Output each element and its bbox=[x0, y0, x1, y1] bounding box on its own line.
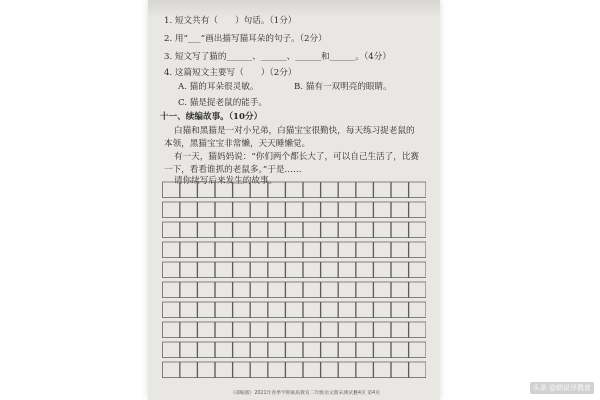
grid-cell bbox=[268, 242, 285, 258]
grid-row bbox=[163, 202, 426, 218]
grid-cell bbox=[391, 282, 408, 298]
grid-cell bbox=[356, 222, 373, 238]
grid-cell bbox=[303, 262, 320, 278]
grid-cell bbox=[268, 182, 285, 198]
grid-cell bbox=[356, 362, 373, 378]
grid-cell bbox=[339, 282, 356, 298]
grid-cell bbox=[321, 282, 338, 298]
grid-cell bbox=[233, 322, 250, 338]
grid-cell bbox=[198, 242, 215, 258]
grid-cell bbox=[321, 342, 338, 358]
grid-cell bbox=[321, 222, 338, 238]
option-b: B. 猫有一双明亮的眼睛。 bbox=[294, 82, 392, 92]
grid-cell bbox=[215, 282, 232, 298]
grid-cell bbox=[356, 322, 373, 338]
grid-cell bbox=[268, 302, 285, 318]
grid-cell bbox=[391, 262, 408, 278]
option-a: A. 猫的耳朵很灵敏。 bbox=[178, 82, 259, 92]
grid-cell bbox=[198, 362, 215, 378]
grid-cell bbox=[356, 302, 373, 318]
grid-cell bbox=[198, 342, 215, 358]
grid-cell bbox=[163, 182, 180, 198]
grid-cell bbox=[286, 182, 303, 198]
grid-cell bbox=[321, 262, 338, 278]
grid-cell bbox=[374, 322, 391, 338]
grid-cell bbox=[356, 242, 373, 258]
grid-cell bbox=[180, 282, 197, 298]
question-3: 3. 短文写了猫的______、______、______和______。（4分） bbox=[164, 52, 391, 62]
grid-cell bbox=[215, 262, 232, 278]
question-1: 1. 短文共有（ ）句话。（1分） bbox=[164, 16, 297, 26]
grid-cell bbox=[391, 322, 408, 338]
story-paragraph-2a: 有一天，猫妈妈说：“你们两个都长大了，可以自己生活了，比赛 bbox=[174, 152, 420, 162]
grid-cell bbox=[339, 182, 356, 198]
writing-prompt: 请你续写后来发生的故事。 bbox=[174, 176, 278, 186]
grid-cell bbox=[268, 342, 285, 358]
question-4: 4. 这篇短文主要写（ ）（2分） bbox=[164, 68, 297, 78]
grid-cell bbox=[251, 182, 268, 198]
story-paragraph-2b: 一下，看看谁抓的老鼠多。”于是…… bbox=[164, 165, 302, 175]
grid-cell bbox=[251, 302, 268, 318]
grid-cell bbox=[233, 242, 250, 258]
grid-cell bbox=[303, 202, 320, 218]
section-11-title: 十一、续编故事。（10分） bbox=[160, 112, 263, 122]
grid-cell bbox=[215, 362, 232, 378]
grid-row bbox=[163, 222, 426, 238]
grid-cell bbox=[391, 202, 408, 218]
grid-cell bbox=[374, 342, 391, 358]
grid-row bbox=[163, 362, 426, 378]
exam-paper bbox=[148, 0, 440, 400]
grid-cell bbox=[251, 342, 268, 358]
grid-cell bbox=[180, 202, 197, 218]
grid-cell bbox=[251, 322, 268, 338]
grid-cell bbox=[215, 222, 232, 238]
grid-cell bbox=[374, 362, 391, 378]
grid-cell bbox=[391, 222, 408, 238]
grid-cell bbox=[163, 202, 180, 218]
grid-cell bbox=[303, 342, 320, 358]
grid-cell bbox=[321, 322, 338, 338]
grid-cell bbox=[215, 202, 232, 218]
grid-row bbox=[163, 282, 426, 298]
grid-cell bbox=[180, 342, 197, 358]
grid-cell bbox=[339, 302, 356, 318]
writing-grid-svg bbox=[162, 180, 426, 380]
grid-cell bbox=[321, 182, 338, 198]
grid-cell bbox=[356, 262, 373, 278]
grid-cell bbox=[339, 202, 356, 218]
grid-cell bbox=[251, 222, 268, 238]
grid-cell bbox=[198, 282, 215, 298]
grid-cell bbox=[251, 242, 268, 258]
grid-cell bbox=[321, 362, 338, 378]
grid-cell bbox=[409, 242, 426, 258]
grid-cell bbox=[374, 262, 391, 278]
grid-cell bbox=[303, 242, 320, 258]
grid-cell bbox=[180, 322, 197, 338]
grid-cell bbox=[233, 262, 250, 278]
grid-cell bbox=[286, 322, 303, 338]
grid-cell bbox=[374, 302, 391, 318]
grid-cell bbox=[163, 362, 180, 378]
grid-cell bbox=[198, 202, 215, 218]
grid-cell bbox=[163, 322, 180, 338]
grid-cell bbox=[180, 242, 197, 258]
grid-cell bbox=[286, 282, 303, 298]
grid-cell bbox=[215, 302, 232, 318]
grid-cell bbox=[286, 202, 303, 218]
grid-cell bbox=[339, 222, 356, 238]
grid-cell bbox=[268, 202, 285, 218]
option-c: C. 猫是捉老鼠的能手。 bbox=[178, 98, 268, 108]
grid-cell bbox=[163, 342, 180, 358]
grid-cell bbox=[303, 302, 320, 318]
grid-cell bbox=[268, 262, 285, 278]
grid-cell bbox=[356, 202, 373, 218]
grid-cell bbox=[163, 262, 180, 278]
grid-row bbox=[163, 182, 426, 198]
grid-cell bbox=[251, 202, 268, 218]
grid-cell bbox=[409, 222, 426, 238]
grid-row bbox=[163, 302, 426, 318]
writing-grid[interactable] bbox=[162, 180, 426, 380]
story-paragraph-1b: 本领，黑猫宝宝非常懒，天天睡懒觉。 bbox=[164, 139, 311, 149]
grid-cell bbox=[409, 262, 426, 278]
grid-cell bbox=[251, 282, 268, 298]
grid-row bbox=[163, 262, 426, 278]
grid-cell bbox=[251, 362, 268, 378]
footer-page-number: 共4页 第4页 bbox=[353, 391, 380, 396]
grid-cell bbox=[356, 342, 373, 358]
grid-cell bbox=[303, 222, 320, 238]
grid-cell bbox=[163, 282, 180, 298]
grid-cell bbox=[215, 242, 232, 258]
grid-cell bbox=[391, 242, 408, 258]
grid-cell bbox=[286, 362, 303, 378]
grid-cell bbox=[251, 262, 268, 278]
grid-cell bbox=[374, 222, 391, 238]
grid-cell bbox=[409, 342, 426, 358]
grid-cell bbox=[180, 262, 197, 278]
grid-cell bbox=[391, 362, 408, 378]
grid-cell bbox=[180, 302, 197, 318]
grid-cell bbox=[286, 302, 303, 318]
grid-cell bbox=[233, 282, 250, 298]
grid-row bbox=[163, 322, 426, 338]
question-2: 2. 用“___”画出描写猫耳朵的句子。（2分） bbox=[164, 34, 327, 44]
grid-cell bbox=[268, 222, 285, 238]
watermark: 头条 @朗说评教育 bbox=[530, 382, 594, 394]
grid-cell bbox=[409, 182, 426, 198]
grid-cell bbox=[339, 322, 356, 338]
grid-cell bbox=[286, 262, 303, 278]
grid-cell bbox=[391, 302, 408, 318]
grid-cell bbox=[233, 342, 250, 358]
grid-cell bbox=[286, 342, 303, 358]
grid-cell bbox=[180, 182, 197, 198]
grid-cell bbox=[268, 322, 285, 338]
grid-cell bbox=[303, 362, 320, 378]
grid-cell bbox=[409, 302, 426, 318]
grid-cell bbox=[215, 182, 232, 198]
grid-cell bbox=[180, 222, 197, 238]
grid-cell bbox=[286, 222, 303, 238]
grid-cell bbox=[303, 282, 320, 298]
grid-row bbox=[163, 242, 426, 258]
grid-cell bbox=[233, 222, 250, 238]
grid-cell bbox=[198, 322, 215, 338]
grid-cell bbox=[339, 362, 356, 378]
grid-cell bbox=[233, 362, 250, 378]
grid-cell bbox=[374, 182, 391, 198]
grid-row bbox=[163, 342, 426, 358]
grid-cell bbox=[268, 362, 285, 378]
grid-cell bbox=[356, 282, 373, 298]
grid-cell bbox=[339, 262, 356, 278]
grid-cell bbox=[303, 182, 320, 198]
grid-cell bbox=[339, 342, 356, 358]
footer-exam-name: （部编版）2021年春季学期素质教育二年级语文期末测试卷 bbox=[230, 391, 358, 396]
grid-cell bbox=[198, 222, 215, 238]
grid-cell bbox=[215, 342, 232, 358]
grid-cell bbox=[409, 322, 426, 338]
grid-cell bbox=[339, 242, 356, 258]
grid-cell bbox=[198, 262, 215, 278]
grid-cell bbox=[180, 362, 197, 378]
grid-cell bbox=[409, 202, 426, 218]
grid-cell bbox=[163, 222, 180, 238]
grid-cell bbox=[198, 302, 215, 318]
grid-cell bbox=[303, 322, 320, 338]
grid-cell bbox=[374, 282, 391, 298]
grid-cell bbox=[321, 242, 338, 258]
grid-cell bbox=[286, 242, 303, 258]
grid-cell bbox=[163, 242, 180, 258]
grid-cell bbox=[233, 302, 250, 318]
grid-cell bbox=[233, 202, 250, 218]
grid-cell bbox=[356, 182, 373, 198]
grid-cell bbox=[391, 182, 408, 198]
grid-cell bbox=[163, 302, 180, 318]
grid-cell bbox=[215, 322, 232, 338]
grid-cell bbox=[409, 362, 426, 378]
grid-cell bbox=[268, 282, 285, 298]
grid-cell bbox=[198, 182, 215, 198]
grid-cell bbox=[409, 282, 426, 298]
grid-cell bbox=[321, 202, 338, 218]
grid-cell bbox=[374, 202, 391, 218]
grid-cell bbox=[233, 182, 250, 198]
grid-cell bbox=[374, 242, 391, 258]
story-paragraph-1a: 白猫和黑猫是一对小兄弟，白猫宝宝很勤快，每天练习捉老鼠的 bbox=[174, 126, 415, 136]
grid-cell bbox=[321, 302, 338, 318]
grid-cell bbox=[391, 342, 408, 358]
